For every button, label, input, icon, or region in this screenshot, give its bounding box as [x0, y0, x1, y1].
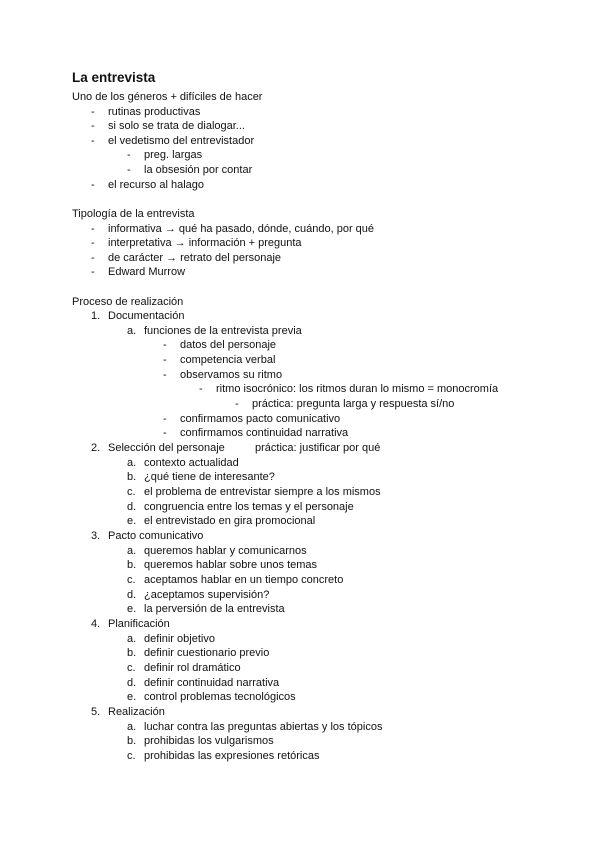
item-letter: b.: [127, 471, 137, 483]
item-text: definir cuestionario previo: [144, 647, 270, 659]
step-number: 1.: [91, 310, 101, 322]
step-number: 5.: [91, 706, 101, 718]
item-text: prohibidas las expresiones retóricas: [144, 750, 320, 762]
bullet-marker: -: [91, 252, 95, 264]
item-text: funciones de la entrevista previa: [144, 325, 302, 337]
item-text: queremos hablar y comunicarnos: [144, 545, 307, 557]
sub-bullet-marker: -: [163, 339, 167, 351]
step-label: Planificación: [108, 618, 170, 630]
item-letter: a.: [127, 325, 137, 337]
step-number: 3.: [91, 530, 101, 542]
item-letter: c.: [127, 750, 136, 762]
sub-bullet-text: observamos su ritmo: [180, 369, 283, 381]
deep-bullet-text: práctica: pregunta larga y respuesta sí/no: [252, 398, 455, 410]
step-label: Pacto comunicativo: [108, 530, 204, 542]
sub-sub-bullet-marker: -: [199, 383, 203, 395]
bullet-marker: -: [91, 120, 95, 132]
item-text: definir rol dramático: [144, 662, 241, 674]
bullet-text: interpretativa → información + pregunta: [108, 237, 302, 249]
step-note: práctica: justificar por qué: [255, 442, 381, 454]
bullet-marker: -: [91, 179, 95, 191]
step-label: Realización: [108, 706, 165, 718]
item-letter: a.: [127, 457, 137, 469]
bullet-marker: -: [91, 106, 95, 118]
item-letter: a.: [127, 633, 137, 645]
sub-bullet-text: datos del personaje: [180, 339, 277, 351]
item-letter: d.: [127, 589, 137, 601]
item-text: congruencia entre los temas y el personaje: [144, 501, 354, 513]
sub-bullet-marker: -: [127, 149, 131, 161]
item-text: definir continuidad narrativa: [144, 677, 280, 689]
bullet-text: informativa → qué ha pasado, dónde, cuándo, por qué: [108, 223, 375, 235]
item-letter: c.: [127, 662, 136, 674]
bullet-marker: -: [91, 266, 95, 278]
item-letter: b.: [127, 559, 137, 571]
sub-bullet-text: preg. largas: [144, 149, 203, 161]
item-text: ¿qué tiene de interesante?: [144, 471, 275, 483]
sub-sub-bullet-text: ritmo isocrónico: los ritmos duran lo mismo = monocromía: [216, 383, 499, 395]
item-text: aceptamos hablar en un tiempo concreto: [144, 574, 344, 586]
item-letter: b.: [127, 647, 137, 659]
deep-bullet-marker: -: [235, 398, 239, 410]
bullet-text: rutinas productivas: [108, 106, 201, 118]
sub-bullet-text: confirmamos continuidad narrativa: [180, 427, 349, 439]
bullet-marker: -: [91, 135, 95, 147]
item-text: ¿aceptamos supervisión?: [144, 589, 270, 601]
item-text: prohibidas los vulgarismos: [144, 735, 274, 747]
sub-bullet-text: la obsesión por contar: [144, 164, 253, 176]
item-text: contexto actualidad: [144, 457, 239, 469]
sub-bullet-marker: -: [127, 164, 131, 176]
item-letter: c.: [127, 574, 136, 586]
item-letter: a.: [127, 545, 137, 557]
bullet-text: Edward Murrow: [108, 266, 186, 278]
sub-bullet-text: competencia verbal: [180, 354, 276, 366]
bullet-marker: -: [91, 223, 95, 235]
bullet-text: de carácter → retrato del personaje: [108, 252, 282, 264]
step-label: Selección del personaje: [108, 442, 225, 454]
item-text: definir objetivo: [144, 633, 215, 645]
sub-bullet-marker: -: [163, 427, 167, 439]
item-letter: e.: [127, 691, 137, 703]
step-number: 4.: [91, 618, 101, 630]
step-label: Documentación: [108, 310, 185, 322]
item-letter: e.: [127, 603, 137, 615]
sub-bullet-marker: -: [163, 354, 167, 366]
proceso-heading: Proceso de realización: [72, 296, 184, 308]
bullet-text: si solo se trata de dialogar...: [108, 120, 245, 132]
item-text: el problema de entrevistar siempre a los mismos: [144, 486, 381, 498]
page-title: La entrevista: [72, 70, 156, 85]
item-text: queremos hablar sobre unos temas: [144, 559, 318, 571]
bullet-marker: -: [91, 237, 95, 249]
step-number: 2.: [91, 442, 101, 454]
item-text: el entrevistado en gira promocional: [144, 515, 316, 527]
tipologia-heading: Tipología de la entrevista: [72, 208, 195, 220]
item-letter: e.: [127, 515, 137, 527]
sub-bullet-marker: -: [163, 369, 167, 381]
item-letter: d.: [127, 677, 137, 689]
item-text: control problemas tecnológicos: [144, 691, 296, 703]
item-letter: b.: [127, 735, 137, 747]
item-letter: a.: [127, 721, 137, 733]
sub-bullet-marker: -: [163, 413, 167, 425]
item-letter: d.: [127, 501, 137, 513]
item-letter: c.: [127, 486, 136, 498]
sub-bullet-text: confirmamos pacto comunicativo: [180, 413, 341, 425]
bullet-text: el vedetismo del entrevistador: [108, 135, 255, 147]
item-text: la perversión de la entrevista: [144, 603, 285, 615]
item-text: luchar contra las preguntas abiertas y los tópicos: [144, 721, 383, 733]
intro-heading: Uno de los géneros + difíciles de hacer: [72, 91, 263, 103]
bullet-text: el recurso al halago: [108, 179, 205, 191]
